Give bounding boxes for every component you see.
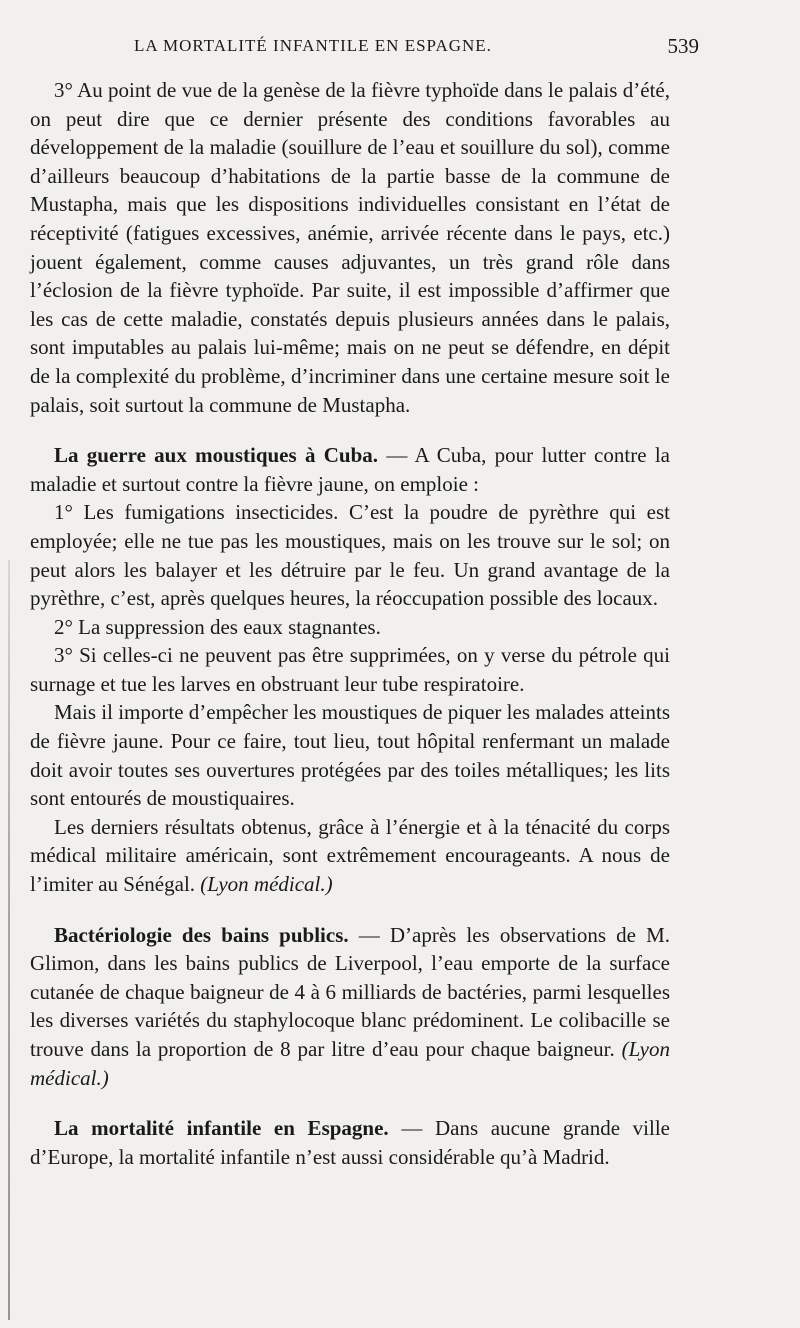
cuba-paragraph-b-text: Les derniers résultats obtenus, grâce à l’énergie et à la ténacité du corps médical militaire américain, sont extrêmement encourageants. A nous de l’imiter au Sénégal. xyxy=(30,814,670,897)
running-header xyxy=(134,36,699,76)
page-edge-shadow xyxy=(8,560,10,1320)
cuba-paragraph-a: Mais il importe d’empêcher les moustiques de piquer les malades atteints de fièvre jaune. Pour ce faire, tout lieu, tout hôpital renfermant un malade doit avoir toutes ses ouvertures protégées par des toiles métalliques; les lits sont entourés de moustiquaires. xyxy=(30,700,670,811)
cuba-item-2: 2° La suppression des eaux stagnantes. xyxy=(54,614,381,639)
cuba-paragraph xyxy=(30,441,670,498)
bains-paragraph xyxy=(30,921,670,1093)
espagne-heading: La mortalité infantile en Espagne. xyxy=(54,1116,389,1141)
bains-heading: Bactériologie des bains publics. xyxy=(54,922,349,947)
page-number: 539 xyxy=(667,34,699,58)
espagne-text: — Dans aucune grande ville d’Europe, la mortalité infantile n’est aussi considérable qu’à Madrid. xyxy=(30,1116,670,1169)
running-title: LA MORTALITÉ INFANTILE EN ESPAGNE. xyxy=(134,36,492,55)
bains-text: — D’après les observations de M. Glimon, dans les bains publics de Liverpool, l’eau emporte de la surface cutanée de chaque baigneur de 4 à 6 milliards de bactéries, parmi lesquelles les diverses variétés du staphylocoque blanc prédominent. Le colibacille se trouve dans la proportion de 8 par litre d’eau pour chaque baigneur. xyxy=(30,922,670,1061)
cuba-heading: La guerre aux moustiques à Cuba. xyxy=(54,443,379,468)
body-text xyxy=(30,76,670,1171)
bains-source: (Lyon médical.) xyxy=(30,1037,670,1090)
intro-paragraph: 3° Au point de vue de la genèse de la fièvre typhoïde dans le palais d’été, on peut dire que ce dernier présente des conditions favorables au développement de la maladie (souillure de l’eau et souillure du sol), comme d’ailleurs beaucoup d’habitations de la partie basse de la commune de Mustapha, mais que les dispositions individuelles consistant en l’état de réceptivité (fatigues excessives, anémie, arrivée récente dans le pays, etc.) jouent également, comme causes adjuvantes, un très grand rôle dans l’éclosion de la fièvre typhoïde. Par suite, il est impossible d’affirmer que les cas de cette maladie, constatés depuis plusieurs années dans le palais, sont imputables au palais lui-même; mais on ne peut se défendre, en dépit de la complexité du problème, d’incriminer dans une certaine mesure soit le palais, soit surtout la commune de Mustapha. xyxy=(30,78,670,417)
cuba-item-1: 1° Les fumigations insecticides. C’est la poudre de pyrèthre qui est employée; elle ne tue pas les moustiques, mais on les trouve sur le sol; on peut alors les balayer et les détruire par le feu. Un grand avantage de la pyrèthre, c’est, après quelques heures, la réoccupation possible des locaux. xyxy=(30,500,670,611)
espagne-paragraph xyxy=(30,1114,670,1171)
cuba-source: (Lyon médical.) xyxy=(200,872,333,897)
cuba-paragraph-b xyxy=(30,813,670,899)
cuba-lead: — A Cuba, pour lutter contre la maladie et surtout contre la fièvre jaune, on emploie : xyxy=(30,443,670,496)
cuba-item-3: 3° Si celles-ci ne peuvent pas être supprimées, on y verse du pétrole qui surnage et tue les larves en obstruant leur tube respiratoire. xyxy=(30,643,670,696)
